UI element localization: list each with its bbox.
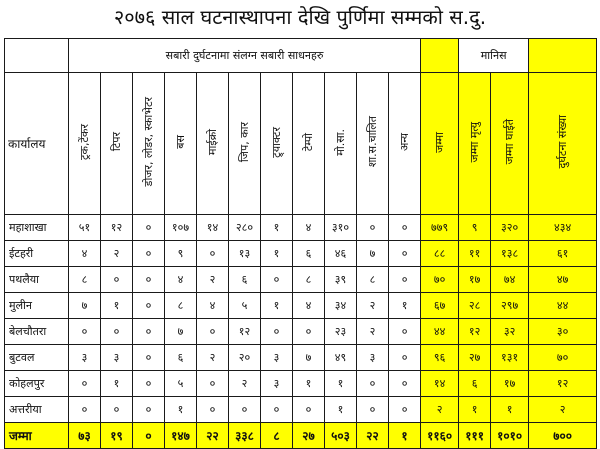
vehicle-count-cell: १ bbox=[101, 371, 133, 397]
injured-cell: ७४ bbox=[491, 267, 529, 293]
vehicle-header bbox=[197, 73, 229, 215]
vehicle-header bbox=[357, 73, 389, 215]
vehicle-count-cell: ५ bbox=[165, 371, 197, 397]
vehicle-count-cell: १ bbox=[101, 293, 133, 319]
accidents-cell: २ bbox=[529, 397, 597, 423]
vehicle-count-cell: १ bbox=[165, 397, 197, 423]
total-cell: ९६ bbox=[421, 345, 459, 371]
vehicle-count-cell: ० bbox=[133, 267, 165, 293]
vehicle-count-cell: ३ bbox=[261, 371, 293, 397]
office-name: महाशाखा bbox=[5, 215, 69, 241]
vehicle-header-label: जिप, कार bbox=[238, 121, 251, 163]
vehicle-header bbox=[325, 73, 357, 215]
vehicle-count-cell: ३९ bbox=[325, 267, 357, 293]
accidents-cell: ३० bbox=[529, 319, 597, 345]
accidents-cell: १२ bbox=[529, 371, 597, 397]
vehicle-count-cell: ७ bbox=[165, 319, 197, 345]
vehicle-count-cell: ५०३ bbox=[325, 423, 357, 449]
table-row bbox=[5, 319, 597, 345]
vehicle-count-cell: ० bbox=[389, 319, 421, 345]
injured-header bbox=[491, 73, 529, 215]
table-row bbox=[5, 241, 597, 267]
vehicle-count-cell: २७ bbox=[293, 423, 325, 449]
vehicle-count-cell: ० bbox=[357, 371, 389, 397]
vehicle-header bbox=[293, 73, 325, 215]
page-title: २०७६ साल घटनास्थापना देखि पुर्णिमा सम्मको स.दु. bbox=[113, 5, 487, 29]
vehicle-header bbox=[69, 73, 101, 215]
deaths-cell: ६ bbox=[459, 371, 491, 397]
total-cell: ४४ bbox=[421, 319, 459, 345]
deaths-cell: १७ bbox=[459, 267, 491, 293]
vehicle-header-label: ट्र्याक्टर bbox=[270, 126, 283, 158]
vehicle-count-cell: ० bbox=[293, 397, 325, 423]
vehicle-count-cell: ० bbox=[389, 371, 421, 397]
vehicle-count-cell: ० bbox=[293, 319, 325, 345]
vehicle-count-cell: ० bbox=[389, 345, 421, 371]
injured-cell: ३२० bbox=[491, 215, 529, 241]
vehicle-count-cell: ० bbox=[389, 241, 421, 267]
vehicle-count-cell: ९ bbox=[165, 241, 197, 267]
vehicle-header bbox=[101, 73, 133, 215]
vehicle-header bbox=[229, 73, 261, 215]
vehicle-header-label: टिपर bbox=[110, 132, 123, 152]
vehicle-count-cell: १ bbox=[261, 215, 293, 241]
office-header-top bbox=[5, 39, 69, 73]
vehicle-count-cell: ८ bbox=[357, 267, 389, 293]
vehicle-count-cell: ४९ bbox=[325, 345, 357, 371]
total-header bbox=[421, 73, 459, 215]
vehicle-count-cell: १ bbox=[325, 397, 357, 423]
vehicle-header-label: अन्य bbox=[398, 132, 412, 152]
table-row bbox=[5, 267, 597, 293]
vehicle-count-cell: ० bbox=[389, 215, 421, 241]
vehicle-header bbox=[261, 73, 293, 215]
total-label: जम्मा bbox=[5, 423, 69, 449]
vehicle-count-cell: ० bbox=[357, 215, 389, 241]
vehicle-count-cell: ० bbox=[101, 267, 133, 293]
vehicle-count-cell: ६ bbox=[229, 267, 261, 293]
vehicle-count-cell: ० bbox=[133, 241, 165, 267]
injured-cell: १०१० bbox=[491, 423, 529, 449]
vehicle-count-cell: २ bbox=[101, 241, 133, 267]
accident-table bbox=[4, 38, 597, 449]
table-body bbox=[5, 215, 597, 449]
vehicle-count-cell: ३ bbox=[101, 345, 133, 371]
vehicle-count-cell: ० bbox=[133, 215, 165, 241]
vehicle-count-cell: ० bbox=[133, 371, 165, 397]
accidents-cell: ७०० bbox=[529, 423, 597, 449]
vehicle-count-cell: २८० bbox=[229, 215, 261, 241]
vehicle-count-cell: १२ bbox=[229, 319, 261, 345]
table-row bbox=[5, 293, 597, 319]
total-cell: २ bbox=[421, 397, 459, 423]
total-header-label: जम्मा bbox=[433, 131, 447, 153]
table-row bbox=[5, 215, 597, 241]
vehicle-count-cell: ७ bbox=[293, 345, 325, 371]
table-row bbox=[5, 345, 597, 371]
vehicle-count-cell: ० bbox=[261, 319, 293, 345]
vehicle-count-cell: ५१ bbox=[69, 215, 101, 241]
vehicle-count-cell: ४ bbox=[293, 293, 325, 319]
vehicle-header bbox=[165, 73, 197, 215]
vehicle-count-cell: १३ bbox=[229, 241, 261, 267]
vehicle-count-cell: १ bbox=[261, 293, 293, 319]
vehicle-count-cell: ० bbox=[197, 371, 229, 397]
vehicle-count-cell: १०७ bbox=[165, 215, 197, 241]
table-row bbox=[5, 397, 597, 423]
vehicle-count-cell: २३ bbox=[325, 319, 357, 345]
vehicle-header-label: माईक्रो bbox=[206, 128, 219, 156]
office-name: बुटवल bbox=[5, 345, 69, 371]
vehicle-count-cell: ० bbox=[133, 423, 165, 449]
vehicle-count-cell: ३३८ bbox=[229, 423, 261, 449]
vehicle-count-cell: १४७ bbox=[165, 423, 197, 449]
vehicle-count-cell: ० bbox=[133, 319, 165, 345]
accidents-cell: ४३४ bbox=[529, 215, 597, 241]
vehicle-count-cell: २ bbox=[197, 345, 229, 371]
accidents-cell: ४७ bbox=[529, 267, 597, 293]
vehicle-count-cell: ३ bbox=[357, 345, 389, 371]
vehicle-header-label: मो.सा. bbox=[334, 128, 347, 156]
vehicle-count-cell: ३४ bbox=[325, 293, 357, 319]
vehicle-count-cell: ७३ bbox=[69, 423, 101, 449]
people-group-header: मानिस bbox=[459, 39, 529, 73]
total-cell: ७० bbox=[421, 267, 459, 293]
office-name: अत्तरीया bbox=[5, 397, 69, 423]
vehicle-count-cell: ० bbox=[133, 345, 165, 371]
accidents-header bbox=[529, 73, 597, 215]
vehicle-count-cell: ४ bbox=[293, 215, 325, 241]
vehicle-count-cell: ३ bbox=[261, 345, 293, 371]
vehicle-count-cell: ० bbox=[357, 397, 389, 423]
total-cell: ७७९ bbox=[421, 215, 459, 241]
vehicle-count-cell: ७ bbox=[69, 293, 101, 319]
office-name: पथलैया bbox=[5, 267, 69, 293]
injured-cell: १३१ bbox=[491, 345, 529, 371]
vehicle-count-cell: ० bbox=[197, 319, 229, 345]
office-name: ईटहरी bbox=[5, 241, 69, 267]
accidents-header-label: दुर्घटना संख्या bbox=[556, 115, 570, 169]
vehicle-count-cell: १ bbox=[261, 241, 293, 267]
vehicle-count-cell: २२ bbox=[357, 423, 389, 449]
deaths-cell: १ bbox=[459, 397, 491, 423]
vehicle-count-cell: ४ bbox=[69, 241, 101, 267]
vehicle-count-cell: १ bbox=[389, 423, 421, 449]
injured-cell: १३८ bbox=[491, 241, 529, 267]
vehicle-count-cell: २० bbox=[229, 345, 261, 371]
deaths-cell: २७ bbox=[459, 345, 491, 371]
vehicle-header-label: बस bbox=[174, 135, 187, 149]
vehicle-count-cell: ५ bbox=[229, 293, 261, 319]
vehicle-header bbox=[389, 73, 421, 215]
vehicle-count-cell: ३ bbox=[69, 345, 101, 371]
total-header-top bbox=[421, 39, 459, 73]
vehicle-count-cell: ८ bbox=[261, 423, 293, 449]
vehicle-count-cell: १ bbox=[325, 371, 357, 397]
vehicle-count-cell: ० bbox=[389, 397, 421, 423]
vehicle-count-cell: ० bbox=[197, 241, 229, 267]
vehicle-count-cell: ० bbox=[261, 397, 293, 423]
deaths-cell: १११ bbox=[459, 423, 491, 449]
vehicle-count-cell: २२ bbox=[197, 423, 229, 449]
accidents-cell: ६१ bbox=[529, 241, 597, 267]
total-row bbox=[5, 423, 597, 449]
office-name: कोहलपुर bbox=[5, 371, 69, 397]
vehicle-count-cell: ० bbox=[389, 267, 421, 293]
deaths-cell: ११ bbox=[459, 241, 491, 267]
deaths-cell: १२ bbox=[459, 319, 491, 345]
vehicle-count-cell: ० bbox=[69, 371, 101, 397]
deaths-header-label: जम्मा मृत्यु bbox=[468, 121, 482, 163]
accidents-cell: ७० bbox=[529, 345, 597, 371]
vehicle-header-label: शा.स.चालित bbox=[366, 116, 379, 168]
total-cell: ८८ bbox=[421, 241, 459, 267]
vehicle-count-cell: २ bbox=[357, 319, 389, 345]
vehicle-header bbox=[133, 73, 165, 215]
vehicle-count-cell: १९ bbox=[101, 423, 133, 449]
vehicle-count-cell: ० bbox=[133, 293, 165, 319]
office-name: बेलचौतरा bbox=[5, 319, 69, 345]
vehicle-count-cell: ४६ bbox=[325, 241, 357, 267]
vehicle-count-cell: ३१० bbox=[325, 215, 357, 241]
vehicle-count-cell: १४ bbox=[197, 215, 229, 241]
injured-cell: २९७ bbox=[491, 293, 529, 319]
vehicle-count-cell: ० bbox=[133, 397, 165, 423]
vehicle-group-header: सबारी दुर्घटनामा संलग्न सबारी साधनहरु bbox=[69, 39, 421, 73]
deaths-header bbox=[459, 73, 491, 215]
vehicle-count-cell: १२ bbox=[101, 215, 133, 241]
vehicle-count-cell: ० bbox=[69, 397, 101, 423]
total-cell: ११६० bbox=[421, 423, 459, 449]
injured-cell: ३२ bbox=[491, 319, 529, 345]
vehicle-count-cell: ० bbox=[229, 397, 261, 423]
vehicle-count-cell: २ bbox=[197, 267, 229, 293]
vehicle-count-cell: १ bbox=[293, 371, 325, 397]
vehicle-count-cell: ६ bbox=[165, 345, 197, 371]
vehicle-count-cell: ० bbox=[261, 267, 293, 293]
total-cell: १४ bbox=[421, 371, 459, 397]
vehicle-count-cell: २ bbox=[229, 371, 261, 397]
vehicle-header-label: टेम्पो bbox=[302, 132, 315, 152]
accidents-header-top bbox=[529, 39, 597, 73]
deaths-cell: २८ bbox=[459, 293, 491, 319]
vehicle-count-cell: ८ bbox=[69, 267, 101, 293]
vehicle-count-cell: २ bbox=[357, 293, 389, 319]
vehicle-count-cell: ४ bbox=[197, 293, 229, 319]
accidents-cell: ४४ bbox=[529, 293, 597, 319]
injured-cell: १ bbox=[491, 397, 529, 423]
office-header: कार्यालय bbox=[5, 73, 69, 215]
vehicle-count-cell: ० bbox=[69, 319, 101, 345]
vehicle-count-cell: ८ bbox=[165, 293, 197, 319]
vehicle-count-cell: ८ bbox=[293, 267, 325, 293]
vehicle-count-cell: ० bbox=[197, 397, 229, 423]
deaths-cell: ९ bbox=[459, 215, 491, 241]
vehicle-count-cell: ७ bbox=[357, 241, 389, 267]
table-row bbox=[5, 371, 597, 397]
total-cell: ६७ bbox=[421, 293, 459, 319]
vehicle-count-cell: ६ bbox=[293, 241, 325, 267]
vehicle-header-label: ट्रक,टेंकर bbox=[78, 124, 91, 160]
office-name: मुलीन bbox=[5, 293, 69, 319]
injured-cell: १७ bbox=[491, 371, 529, 397]
vehicle-count-cell: ४ bbox=[165, 267, 197, 293]
vehicle-header-label: डोजर, लोडर, स्काभेटर bbox=[142, 97, 155, 187]
injured-header-label: जम्मा घाईते bbox=[503, 119, 517, 165]
vehicle-count-cell: १ bbox=[389, 293, 421, 319]
vehicle-count-cell: ० bbox=[101, 319, 133, 345]
vehicle-count-cell: ० bbox=[101, 397, 133, 423]
